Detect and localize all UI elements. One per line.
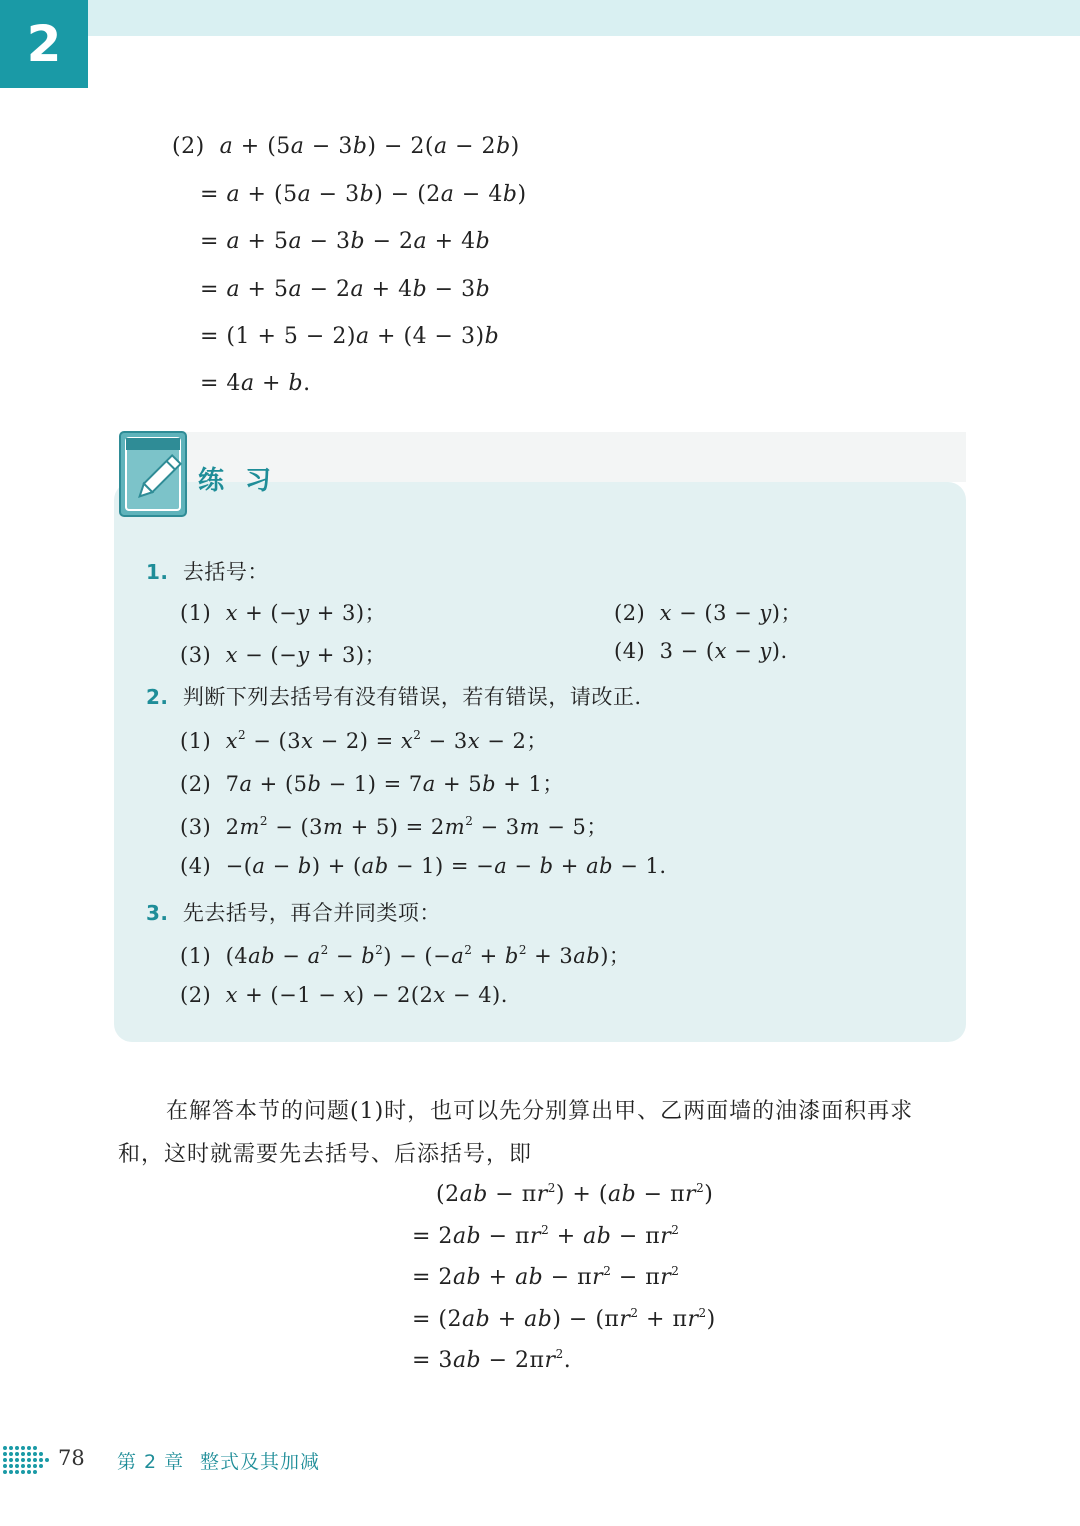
top-banner	[0, 0, 1080, 36]
example-line-3: = a + 5a − 3b − 2a + 4b	[200, 229, 491, 254]
derivation-line-5: = $3ab - 2\pi r^2$.	[412, 1347, 572, 1373]
question-2-part-4: (4) −(a − b) + (ab − 1) = −a − b + ab − 1.	[180, 854, 667, 878]
exercise-header	[118, 430, 968, 496]
question-2-part-1: (1) $x^2 - (3x - 2) = x^2 - 3x - 2$；	[180, 728, 548, 753]
page-number: 78	[58, 1446, 85, 1470]
question-2-part-3: (3) $2m^2 - (3m + 5) = 2m^2 - 3m - 5$；	[180, 814, 608, 839]
footer-chapter-title: 整式及其加减	[200, 1451, 321, 1473]
question-1-part-4: (4) 3 − (x − y).	[614, 639, 788, 663]
question-3-text: 先去括号，再合并同类项：	[182, 901, 441, 925]
exercise-header-strip	[186, 432, 966, 482]
question-1-part-1: (1) x + (−y + 3)；	[180, 601, 387, 625]
question-1-part-3: (3) x − (−y + 3)；	[180, 643, 387, 667]
derivation-line-4: = $(2ab + ab) - (\pi r^2 + \pi r^2)$	[412, 1306, 716, 1332]
question-2	[146, 681, 642, 711]
derivation-line-1: $(2ab - \pi r^2) + (ab - \pi r^2)$	[436, 1181, 714, 1207]
paragraph-line-1: 在解答本节的问题(1)时，也可以先分别算出甲、乙两面墙的油漆面积再求	[166, 1099, 914, 1124]
question-1-number: 1.	[146, 560, 169, 584]
footer-chapter-label: 第 2 章	[117, 1451, 185, 1473]
chapter-badge: 2	[0, 0, 88, 88]
example-line-5: = (1 + 5 − 2)a + (4 − 3)b	[200, 324, 500, 349]
question-3-number: 3.	[146, 901, 169, 925]
question-3-part-1: (1) $(4ab - a^2 - b^2) - (-a^2 + b^2 + 3ab)$；	[180, 943, 631, 968]
example-line-2: = a + (5a − 3b) − (2a − 4b)	[200, 182, 527, 207]
question-2-number: 2.	[146, 685, 169, 709]
question-2-text: 判断下列去括号有没有错误，若有错误，请改正.	[182, 685, 642, 709]
question-1	[146, 556, 269, 586]
example-line-4: = a + 5a − 2a + 4b − 3b	[200, 277, 491, 302]
example-line-1: (2) a + (5a − 3b) − 2(a − 2b)	[172, 134, 520, 159]
derivation-line-2: = $2ab - \pi r^2$ + ab − $\pi r^2$	[412, 1223, 680, 1249]
question-2-part-2: (2) 7a + (5b − 1) = 7a + 5b + 1；	[180, 772, 564, 796]
question-3-part-2: (2) x + (−1 − x) − 2(2x − 4).	[180, 983, 508, 1007]
paragraph-line-2: 和，这时就需要先去括号、后添括号，即	[118, 1142, 533, 1167]
question-1-text: 去括号：	[182, 560, 269, 584]
notebook-pencil-icon	[118, 430, 190, 520]
example-line-6: = 4a + b.	[200, 371, 311, 396]
derivation-line-3: = 2ab + ab − $\pi r^2 - \pi r^2$	[412, 1264, 680, 1290]
question-3	[146, 897, 441, 927]
question-1-part-2: (2) x − (3 − y)；	[614, 601, 802, 625]
dot-grid-icon	[2, 1442, 50, 1478]
exercise-title: 练 习	[198, 466, 278, 496]
